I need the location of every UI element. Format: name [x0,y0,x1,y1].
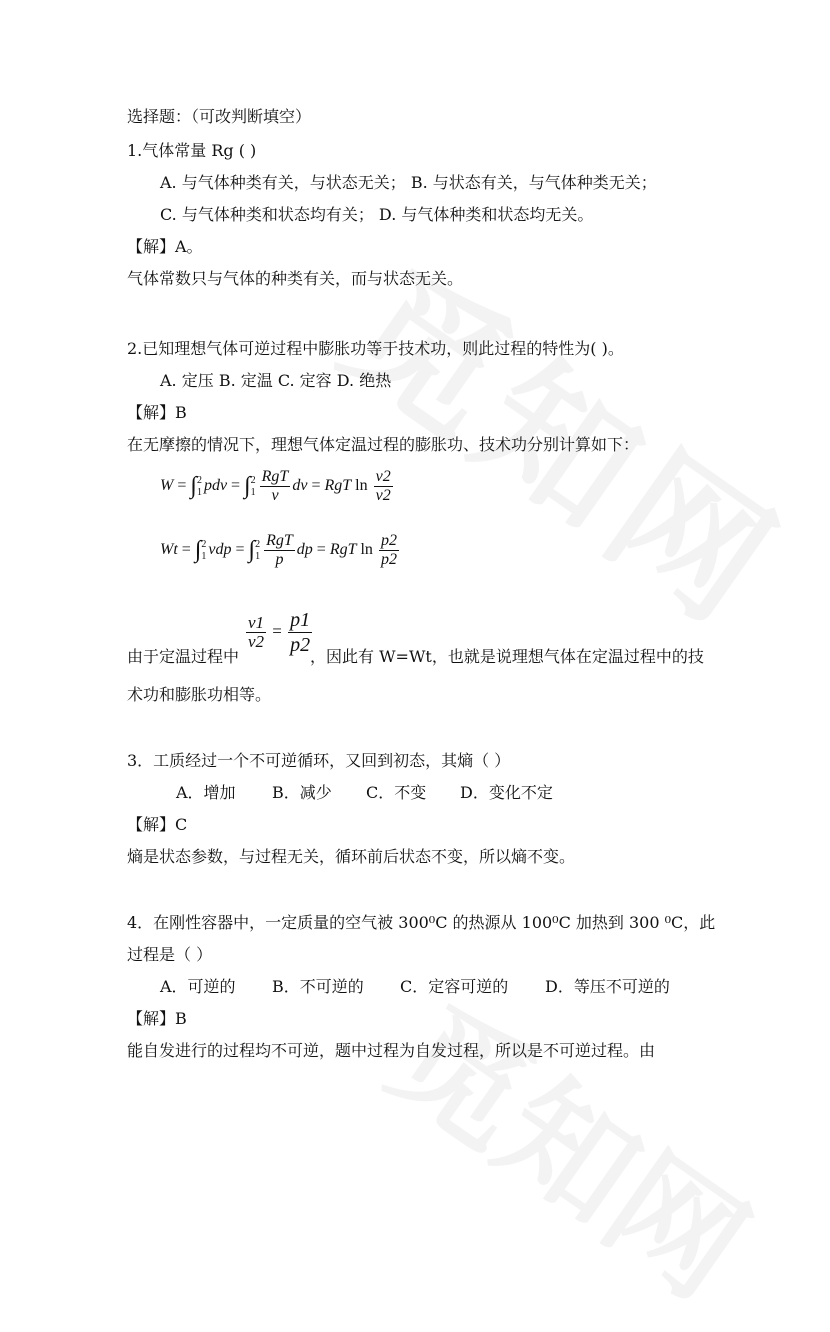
formula-w: W = ∫ 2 1 pdv = ∫ 2 1 $\frac{\text{RgT}}{v}$ dv = RgT ln $\frac{v2}{v2}$ [160,468,391,504]
q4-stem-line2: 过程是（ ） [127,945,213,964]
int-upper: 2 [196,474,202,486]
equals-sign: = [272,621,282,641]
formula-wt-integrand: vdp [208,541,232,559]
formula-w-dv: dv [292,477,308,495]
q2-explanation: 在无摩擦的情况下，理想气体定温过程的膨胀功、技术功分别计算如下： [127,435,640,454]
q3-option-d: D．变化不定 [460,783,553,802]
formula-w-integrand: pdv [203,477,228,495]
q3-stem: 3．工质经过一个不可逆循环，又回到初态，其熵（ ） [127,751,511,770]
q1-stem: 1.气体常量 Rg ( ) [127,141,257,160]
frac-p-ratio [379,532,399,569]
q2-conclusion-line2: 术功和膨胀功相等。 [127,685,272,704]
integral-sign: ∫ [194,537,202,563]
ln-label: ln [355,477,368,495]
frac-v1-v2 [246,614,266,651]
q2-conclusion-pre: 由于定温过程中 [127,647,240,666]
frac-den: v2 [375,487,391,504]
frac-num: RgT [261,468,289,485]
integral-sign: ∫ [244,473,251,499]
frac-rgt-v [260,468,291,505]
frac-p1-p2 [288,608,312,657]
formula-wt-rhs: RgT [329,541,357,559]
frac-num: p2 [380,532,397,549]
frac-den: v [271,487,279,504]
frac-den: v2 [248,632,265,651]
frac-v-ratio [374,468,393,505]
integral-sign: ∫ [248,537,256,563]
ln-label: ln [360,541,373,559]
q2-stem: 2.已知理想气体可逆过程中膨胀功等于技术功，则此过程的特性为( )。 [127,339,624,358]
int-lower: 1 [255,550,261,562]
q3-explanation: 熵是状态参数，与过程无关，循环前后状态不变，所以熵不变。 [127,847,576,866]
q2-conclusion-post: ，因此有 W=Wt，也就是说理想气体在定温过程中的技 [310,647,704,666]
integral-sign: ∫ [190,473,197,499]
int-lower: 1 [250,486,256,498]
q4-option-a: A．可逆的 [160,977,236,996]
q4-stem-line1: 4．在刚性容器中，一定质量的空气被 300⁰C 的热源从 100⁰C 加热到 300 ⁰C，此 [127,913,716,932]
q1-options-line2: C. 与气体种类和状态均有关； D. 与气体种类和状态均无关。 [160,205,594,224]
q1-answer: 【解】A。 [127,237,203,256]
formula-wt-lhs: Wt [160,541,178,559]
frac-den: p2 [380,551,397,568]
formula-wt: Wt = ∫ 2 1 vdp = ∫ 2 1 $\frac{\text{RgT}}{p}$ dp = RgT ln $\frac{p2}{p2}$ [160,532,397,568]
frac-den: p [275,551,284,568]
frac-num: p1 [290,609,311,631]
frac-num: v1 [248,613,265,632]
q3-option-c: C．不变 [366,783,427,802]
int-lower: 1 [201,550,207,562]
q3-option-b: B．减少 [272,783,332,802]
q3-answer: 【解】C [127,815,188,834]
q4-option-d: D．等压不可逆的 [545,977,670,996]
q4-option-c: C．定容可逆的 [400,977,509,996]
q4-option-b: B．不可逆的 [272,977,364,996]
int-upper: 2 [255,538,261,550]
q1-explanation: 气体常数只与气体的种类有关，而与状态无关。 [127,269,464,288]
frac-num: RgT [266,532,293,549]
int-upper: 2 [250,474,256,486]
q1-options-line1: A. 与气体种类有关，与状态无关； B. 与状态有关，与气体种类无关； [160,173,657,192]
formula-w-rhs: RgT [324,477,352,495]
q4-explanation: 能自发进行的过程均不可逆，题中过程为自发过程，所以是不可逆过程。由 [127,1041,656,1060]
frac-den: p2 [290,634,311,656]
formula-w-lhs: W [160,477,174,495]
q2-options: A. 定压 B. 定温 C. 定容 D. 绝热 [160,371,392,390]
q3-option-a: A．增加 [176,783,236,802]
q2-answer: 【解】B [127,403,187,422]
frac-rgt-p [264,532,295,569]
frac-num: v2 [375,468,391,485]
ratio-formula [244,608,314,657]
watermark-bottom [362,955,789,1332]
int-lower: 1 [196,486,202,498]
int-upper: 2 [201,538,207,550]
q4-answer: 【解】B [127,1009,187,1028]
formula-wt-dp: dp [296,541,313,559]
section-header: 选择题：（可改判断填空） [127,107,312,126]
